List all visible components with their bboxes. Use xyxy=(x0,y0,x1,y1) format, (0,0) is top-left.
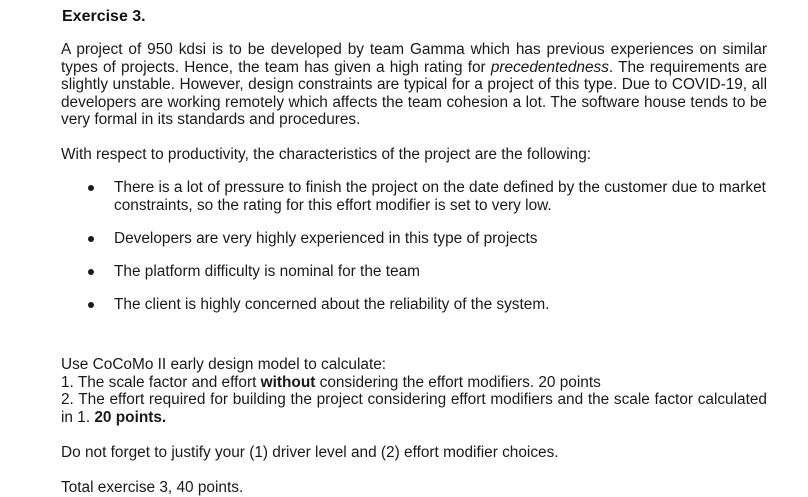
question-1 xyxy=(61,374,767,392)
question-2-points: 20 points. xyxy=(94,408,167,426)
characteristic-schedule-pressure: There is a lot of pressure to finish the project on the date defined by the customer due to market constraints, so the rating for this effort modifier is set to very low. xyxy=(114,179,766,214)
question-2 xyxy=(61,391,767,426)
justification-reminder: Do not forget to justify your (1) driver level and (2) effort modifier choices. xyxy=(61,444,559,461)
list-item xyxy=(114,296,768,314)
bullet-icon xyxy=(88,302,94,308)
bullet-icon xyxy=(88,236,94,242)
description-text-part-2: . The requirements are slightly unstable. However, design constraints are typical for a project of this type. Due to COVID-19, all developers are working remotely which affects the team cohesion a lot. The software house tends to be very formal in its standards and procedures. xyxy=(61,58,767,128)
question-2-text: 2. The effort required for building the project considering effort modifiers and the scale factor calculated in 1. xyxy=(61,391,767,426)
project-description xyxy=(61,41,767,129)
tasks-heading: Use CoCoMo II early design model to calculate: xyxy=(61,356,387,373)
list-item xyxy=(114,263,768,281)
bullet-icon xyxy=(88,269,94,275)
characteristic-platform: The platform difficulty is nominal for the team xyxy=(114,263,420,280)
tasks-section xyxy=(61,356,767,426)
question-1-bold-word: without xyxy=(260,373,316,391)
list-item xyxy=(114,230,768,248)
description-text-part-1: A project of 950 kdsi is to be developed by team Gamma which has previous experiences on similar types of projects. Hence, the team has given a high rating for xyxy=(61,41,767,76)
question-1-text-start: 1. The scale factor and effort xyxy=(61,373,261,391)
list-item xyxy=(114,179,768,214)
total-points: Total exercise 3, 40 points. xyxy=(61,479,244,496)
productivity-intro: With respect to productivity, the characteristics of the project are the following: xyxy=(61,146,592,163)
characteristic-experience: Developers are very highly experienced in this type of projects xyxy=(114,230,538,247)
exercise-title: Exercise 3. xyxy=(62,8,146,25)
precedentedness-term: precedentedness xyxy=(490,58,609,76)
bullet-icon xyxy=(88,185,94,191)
question-1-text-end: considering the effort modifiers. 20 points xyxy=(315,373,601,391)
characteristic-reliability: The client is highly concerned about the reliability of the system. xyxy=(114,296,550,313)
